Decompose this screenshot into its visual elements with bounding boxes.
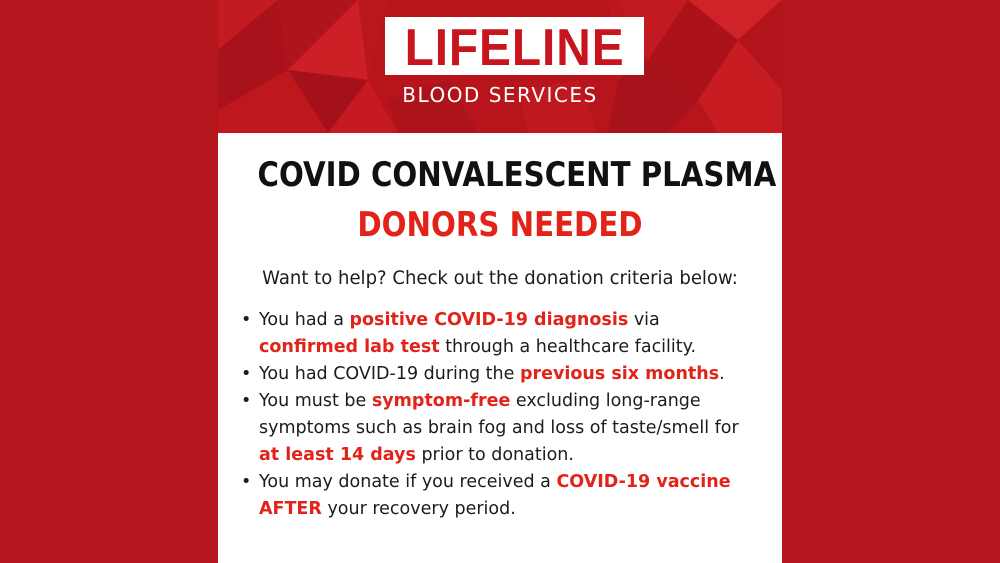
criteria-highlight: at least 14 days [259,445,416,465]
logo-subtitle: BLOOD SERVICES [402,83,598,107]
criteria-item [241,307,759,361]
criteria-item [241,388,759,469]
criteria-highlight: previous six months [519,364,720,384]
criteria-highlight: COVID-19 vaccine [556,472,731,492]
criteria-text: prior to donation. [415,445,574,465]
criteria-text: . [719,364,725,384]
logo-wordmark: LIFELINE [404,19,625,77]
criteria-highlight: AFTER [259,499,322,519]
left-red-background [0,0,218,563]
criteria-text: via [628,310,660,330]
bullet-icon: • [241,472,252,492]
flyer-card [218,0,782,563]
page-subtitle: DONORS NEEDED [357,205,643,245]
bullet-icon: • [241,364,252,384]
criteria-text: excluding long-range symptoms such as brain fog and loss of taste/smell for [259,391,739,438]
logo-wordmark-box [385,17,644,75]
criteria-list [218,307,782,523]
criteria-text: through a healthcare facility. [439,337,697,357]
bullet-icon: • [241,310,252,330]
criteria-highlight: symptom-free [371,391,511,411]
criteria-item [241,469,759,523]
criteria-highlight: confirmed lab test [259,337,440,357]
criteria-text: You had a [259,310,350,330]
criteria-text: You must be [259,391,372,411]
bullet-icon: • [241,391,252,411]
criteria-highlight: positive COVID-19 diagnosis [349,310,629,330]
intro-text: Want to help? Check out the donation criteria below: [262,267,738,289]
criteria-text: You may donate if you received a [259,472,557,492]
header-banner [218,0,782,133]
page-title: COVID CONVALESCENT PLASMA [257,155,777,195]
criteria-text: You had COVID-19 during the [259,364,520,384]
criteria-item [241,361,759,388]
criteria-text: your recovery period. [321,499,516,519]
right-red-background [782,0,1000,563]
lifeline-logo [385,17,625,107]
